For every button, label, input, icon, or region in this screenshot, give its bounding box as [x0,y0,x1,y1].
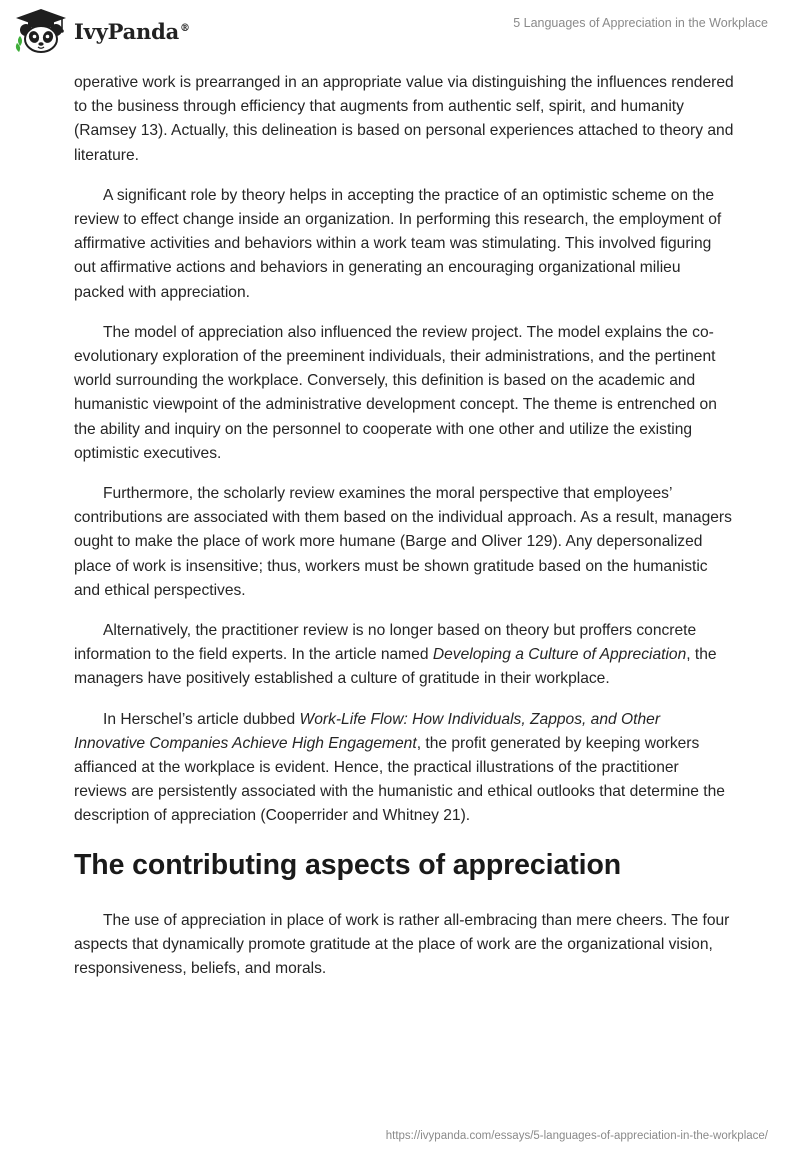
paragraph-7: The use of appreciation in place of work is rather all-embracing than mere cheers. The four aspects that dynamically promote gratitude at the place of work are the organizational vision, responsiveness, beliefs, and morals. [74,911,730,978]
paragraph-2: A significant role by theory helps in accepting the practice of an optimistic scheme on the review to effect change inside an organization. In performing this research, the employment of affirmative activities and behaviors within a work team was stimulating. This involved figuring out affirmative actions and behaviors in generating an encouraging organizational milieu packed with appreciation. [74,186,722,301]
paragraph-6-text-start: In Herschel’s article dubbed [103,710,300,728]
article-title-work-life-flow: Work-Life Flow: How Individuals, Zappos, and Other Innovative Companies Achieve High Engagement [74,710,661,752]
brand-name: IvyPanda® [74,18,190,44]
paragraph-1: operative work is prearranged in an appropriate value via distinguishing the influences rendered to the business through efficiency that augments from authentic self, spirit, and humanity (Ramsey 13). Actually, this delineation is based on personal experiences attached to theory and literature. [74,74,734,164]
page-header [0,0,800,70]
article-title-culture-of-appreciation: Developing a Culture of Appreciation [432,646,687,664]
ivypanda-logo[interactable] [14,8,190,54]
essay-body [74,71,734,997]
paragraph-3: The model of appreciation also influenced the review project. The model explains the co-evolutionary exploration of the preeminent individuals, their administrations, and the pertinent world surrounding the workplace. Conversely, this definition is based on the academic and humanistic viewpoint of the administrative development concept. The theme is entrenched on the ability and inquiry on the personnel to cooperate with one other and utilize the existing optimistic executives. [74,323,717,462]
panda-graduate-icon [14,8,68,54]
paragraph-5 [74,619,734,692]
paragraph-6-text-end: , the profit generated by keeping workers affianced at the workplace is evident. Hence, the practical illustrations of the practitioner reviews are persistently associated with the humanistic and ethical outlooks that determine the description of appreciation (Cooperrider and Whitney 21). [74,734,725,825]
registered-mark: ® [180,22,190,34]
source-url[interactable]: https://ivypanda.com/essays/5-languages-of-appreciation-in-the-workplace/ [385,1130,768,1142]
paragraph-6 [74,708,734,829]
document-title: 5 Languages of Appreciation in the Workplace [513,16,768,30]
section-heading: The contributing aspects of appreciation [74,848,622,881]
paragraph-4: Furthermore, the scholarly review examines the moral perspective that employees’ contributions are associated with them based on the individual approach. As a result, managers ought to make the place of work more humane (Barge and Oliver 129). Any depersonalized place of work is insensitive; thus, workers must be shown gratitude based on the humanistic and ethical perspectives. [74,485,732,599]
paragraph-5-text-end: , the managers have positively established a culture of gratitude in their workplace. [74,646,717,688]
paragraph-5-text-start: Alternatively, the practitioner review is no longer based on theory but proffers concrete information to the field experts. In the article named [74,622,697,664]
